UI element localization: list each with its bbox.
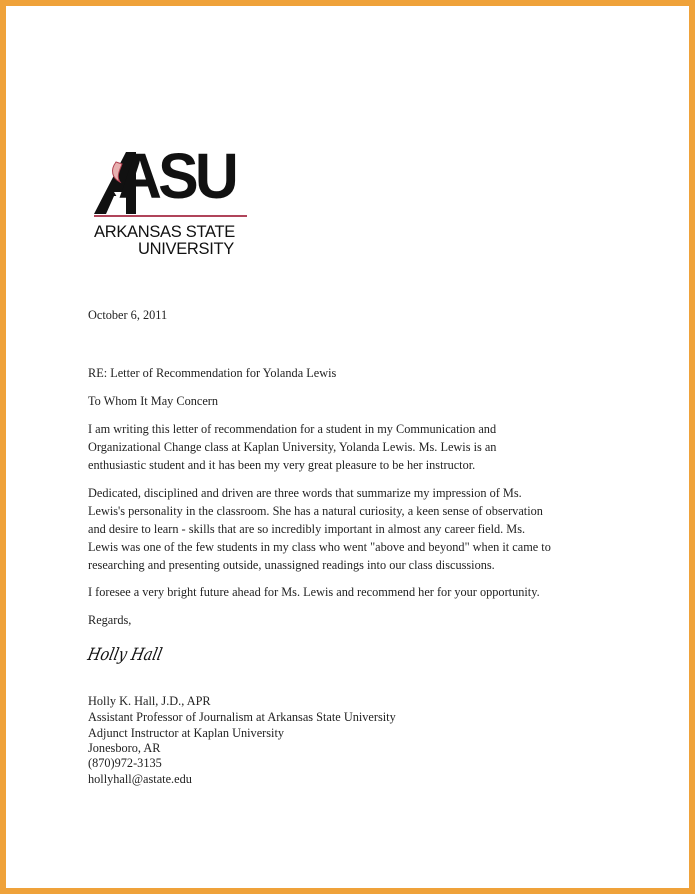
paragraph-2-line: and desire to learn - skills that are so incredibly important in almost any career field. Ms.	[88, 522, 526, 536]
logo-name-line1: ARKANSAS STATE	[94, 223, 235, 241]
signature-title: Assistant Professor of Journalism at Arkansas State University	[88, 710, 396, 724]
logo-name-line2: UNIVERSITY	[138, 240, 235, 258]
paragraph-1-line: enthusiastic student and it has been my very great pleasure to be her instructor.	[88, 458, 476, 472]
handwritten-signature: Holly Hall	[85, 645, 164, 665]
paragraph-3-line: I foresee a very bright future ahead for Ms. Lewis and recommend her for your opportunity.	[88, 585, 540, 599]
paragraph-2-line: Dedicated, disciplined and driven are three words that summarize my impression of Ms.	[88, 486, 522, 500]
paragraph-1-line: I am writing this letter of recommendation for a student in my Communication and	[88, 422, 497, 436]
letter-subject: RE: Letter of Recommendation for Yolanda Lewis	[88, 366, 337, 380]
paragraph-2-line: researching and presenting outside, unassigned readings into our class discussions.	[88, 558, 495, 572]
logo-asu-text: ASU	[118, 140, 235, 212]
asu-logo	[92, 140, 252, 260]
closing: Regards,	[88, 613, 132, 627]
signature-location: Jonesboro, AR	[88, 741, 161, 755]
paragraph-2-line: Lewis was one of the few students in my class who went "above and beyond" when it came to	[88, 540, 551, 554]
signature-email: hollyhall@astate.edu	[88, 772, 192, 786]
signature-name: Holly K. Hall, J.D., APR	[88, 694, 211, 708]
paragraph-2-line: Lewis's personality in the classroom. She has a natural curiosity, a keen sense of observation	[88, 504, 543, 518]
salutation: To Whom It May Concern	[88, 394, 219, 408]
paragraph-1-line: Organizational Change class at Kaplan University, Yolanda Lewis. Ms. Lewis is an	[88, 440, 497, 454]
logo-rule	[94, 215, 247, 217]
letter-date: October 6, 2011	[88, 308, 168, 322]
signature-phone: (870)972-3135	[88, 756, 162, 770]
signature-title-2: Adjunct Instructor at Kaplan University	[88, 726, 285, 740]
